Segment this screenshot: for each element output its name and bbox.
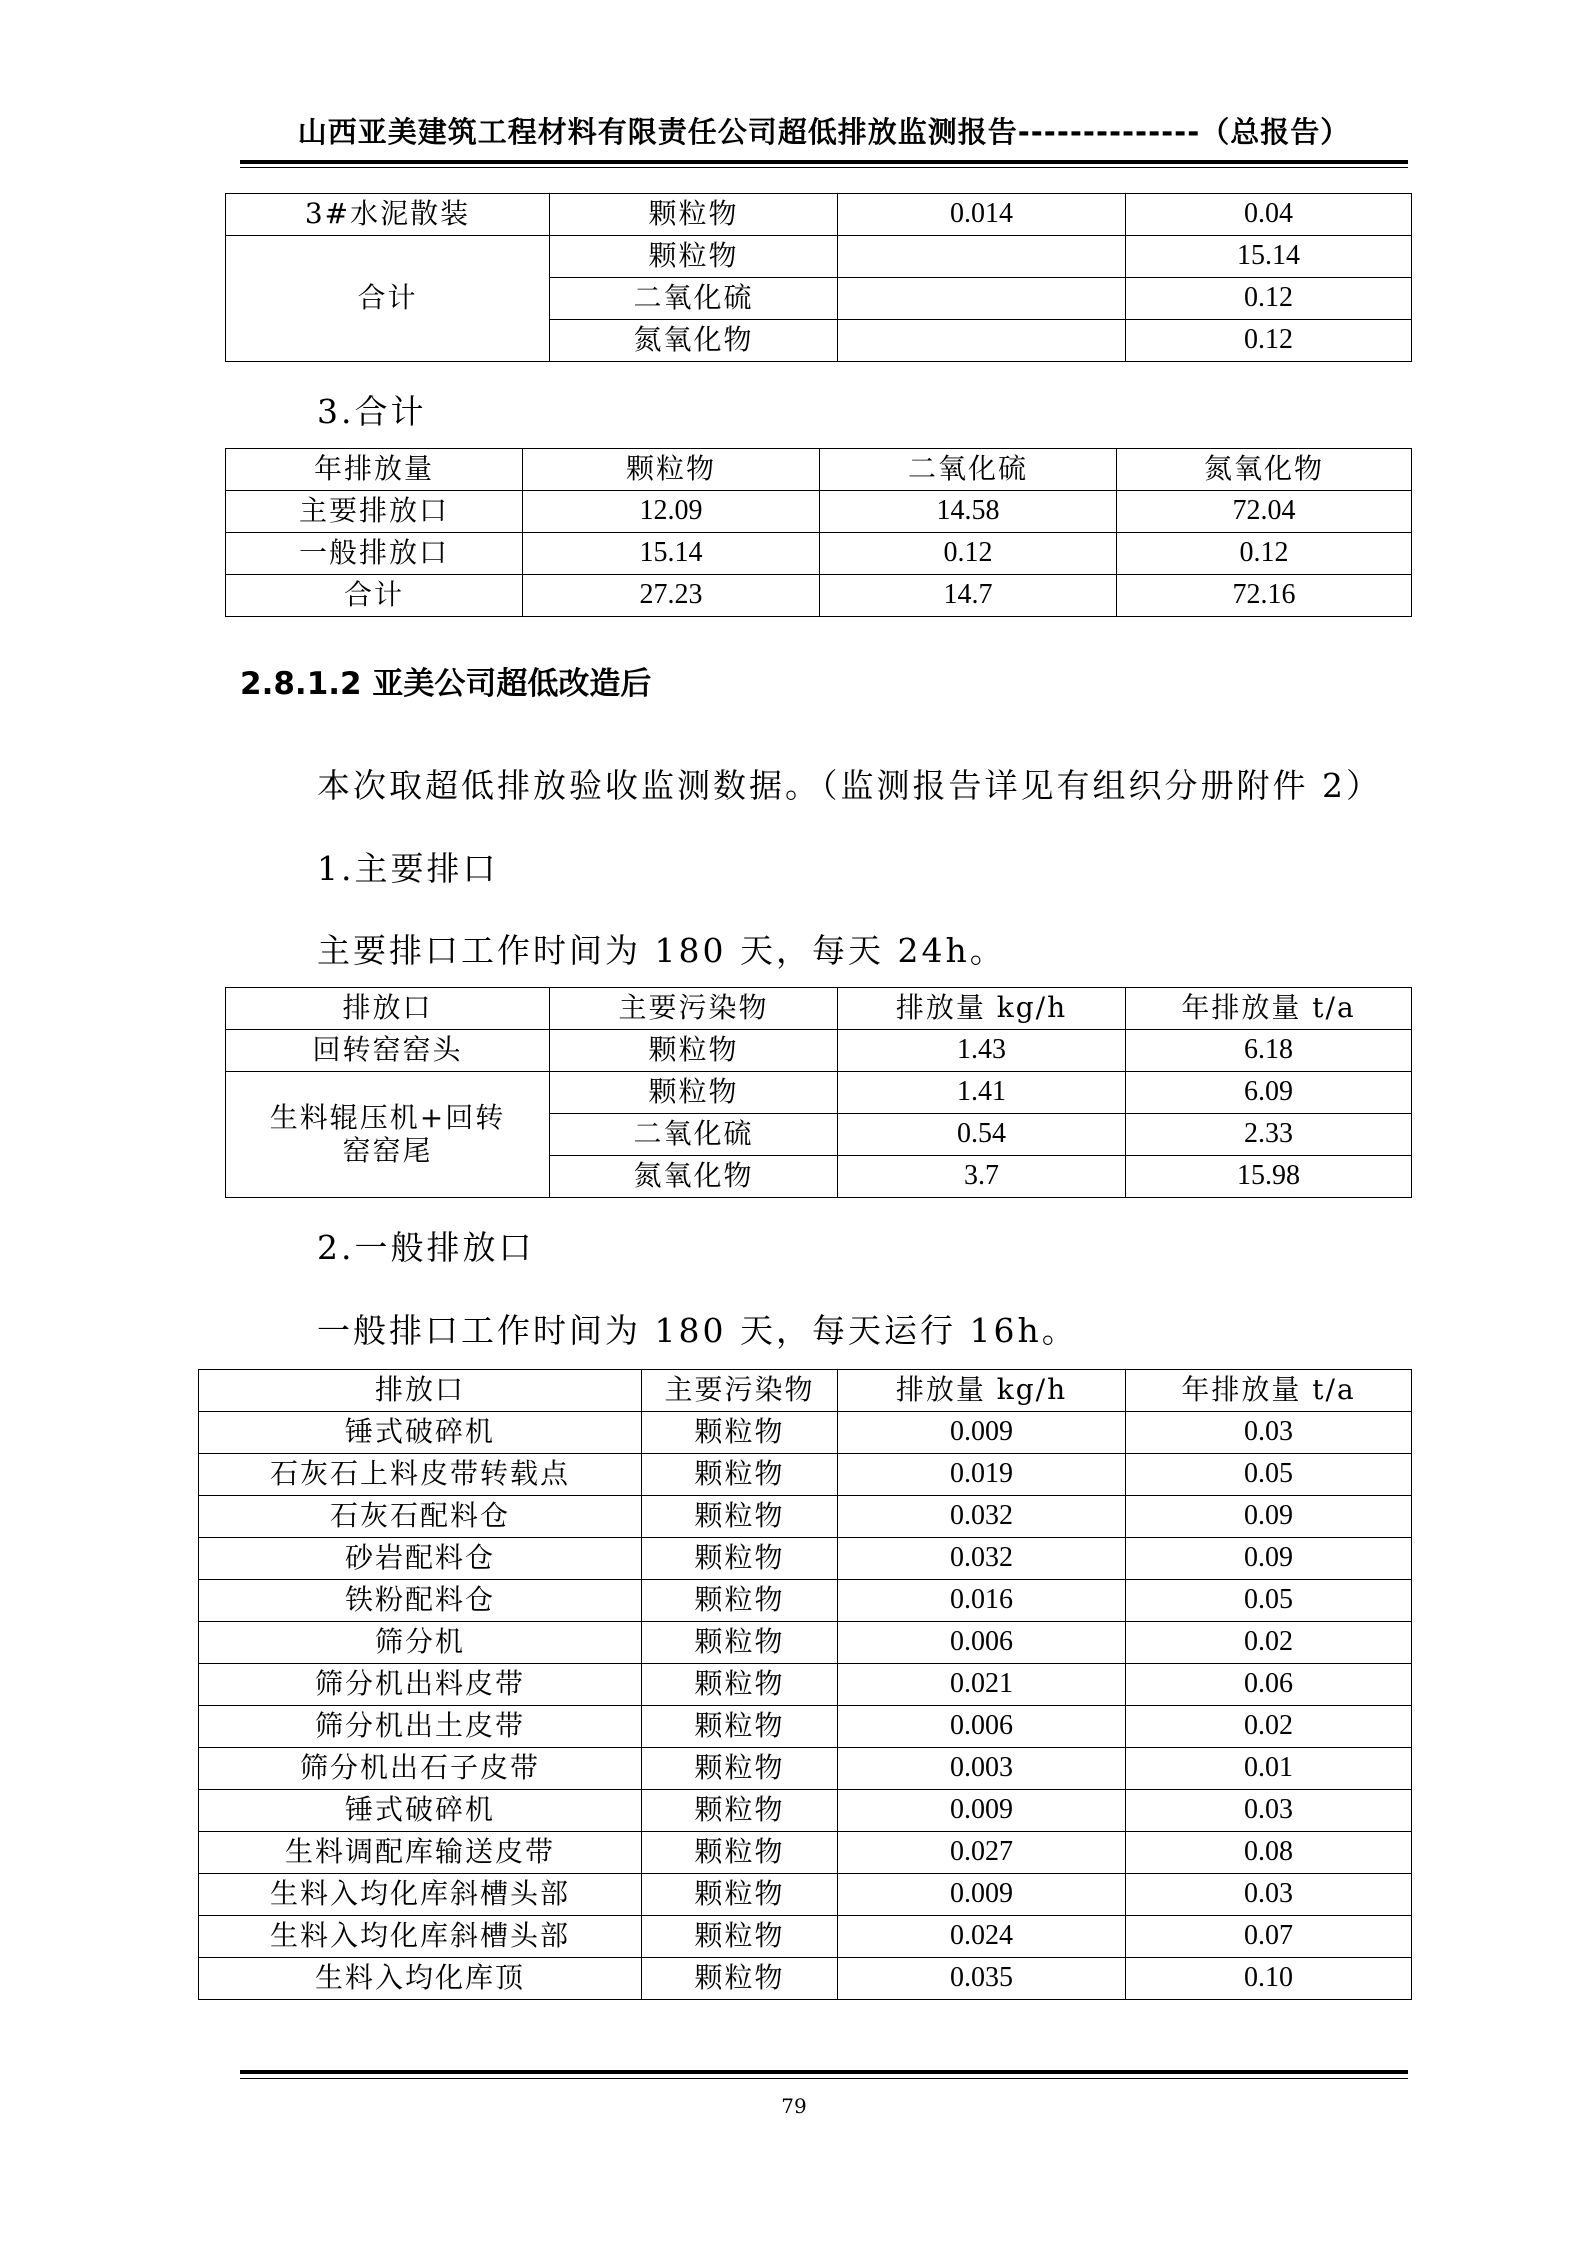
cell-outlet: 锤式破碎机 bbox=[199, 1412, 642, 1454]
header-cell: 氮氧化物 bbox=[1117, 449, 1412, 491]
cell-annual: 0.10 bbox=[1126, 1958, 1412, 2000]
header-cell: 颗粒物 bbox=[523, 449, 820, 491]
cell-outlet: 石灰石上料皮带转载点 bbox=[199, 1454, 642, 1496]
cell-pollutant: 颗粒物 bbox=[550, 236, 838, 278]
table-header-row bbox=[199, 1370, 1412, 1412]
cell-pollutant: 二氧化硫 bbox=[550, 1114, 838, 1156]
table-header-row bbox=[226, 449, 1412, 491]
table-header-row bbox=[226, 988, 1412, 1030]
header-cell: 排放量 kg/h bbox=[838, 1370, 1126, 1412]
cell-outlet: 3#水泥散装 bbox=[226, 194, 550, 236]
header-rule bbox=[240, 160, 1408, 164]
cell-outlet: 筛分机出料皮带 bbox=[199, 1664, 642, 1706]
cell-rate: 0.019 bbox=[838, 1454, 1126, 1496]
cell-rate: 0.032 bbox=[838, 1538, 1126, 1580]
table-row bbox=[226, 1030, 1412, 1072]
table-row bbox=[199, 1748, 1412, 1790]
cell-annual: 6.18 bbox=[1126, 1030, 1412, 1072]
cell-pollutant: 颗粒物 bbox=[642, 1664, 838, 1706]
cell-rate: 3.7 bbox=[838, 1156, 1126, 1198]
table-row bbox=[199, 1958, 1412, 2000]
cell-rate: 0.009 bbox=[838, 1874, 1126, 1916]
cell-outlet: 生料入均化库斜槽头部 bbox=[199, 1916, 642, 1958]
cell-value: 27.23 bbox=[523, 575, 820, 617]
cell-annual: 15.14 bbox=[1126, 236, 1412, 278]
cell-pollutant: 颗粒物 bbox=[642, 1832, 838, 1874]
table-row bbox=[199, 1832, 1412, 1874]
cell-rate: 0.006 bbox=[838, 1706, 1126, 1748]
header-cell: 排放口 bbox=[226, 988, 550, 1030]
table-row bbox=[199, 1874, 1412, 1916]
table-row bbox=[226, 1072, 1412, 1114]
cell-outlet: 石灰石配料仓 bbox=[199, 1496, 642, 1538]
cell-pollutant: 颗粒物 bbox=[642, 1538, 838, 1580]
cell-annual: 0.03 bbox=[1126, 1874, 1412, 1916]
para-general-time: 一般排口工作时间为 180 天，每天运行 16h。 bbox=[317, 1311, 1078, 1350]
cell-pollutant: 颗粒物 bbox=[642, 1790, 838, 1832]
cell-rate: 0.003 bbox=[838, 1748, 1126, 1790]
cell-value: 12.09 bbox=[523, 491, 820, 533]
cell-rate: 0.009 bbox=[838, 1790, 1126, 1832]
cell-pollutant: 氮氧化物 bbox=[550, 1156, 838, 1198]
cell-value: 14.7 bbox=[820, 575, 1117, 617]
header-cell: 年排放量 t/a bbox=[1126, 1370, 1412, 1412]
para-total-heading: 3.合计 bbox=[317, 392, 427, 431]
cell-annual: 0.09 bbox=[1126, 1496, 1412, 1538]
cell-outlet: 筛分机出石子皮带 bbox=[199, 1748, 642, 1790]
para-main-heading: 1.主要排口 bbox=[317, 849, 499, 888]
cell-annual: 0.02 bbox=[1126, 1706, 1412, 1748]
cell-rate: 0.014 bbox=[838, 194, 1126, 236]
cell-rate: 0.032 bbox=[838, 1496, 1126, 1538]
para-main-time: 主要排口工作时间为 180 天，每天 24h。 bbox=[317, 931, 1006, 970]
header-cell: 排放口 bbox=[199, 1370, 642, 1412]
cell-rate: 0.54 bbox=[838, 1114, 1126, 1156]
table-row bbox=[199, 1454, 1412, 1496]
cell-annual: 0.07 bbox=[1126, 1916, 1412, 1958]
table-row bbox=[226, 236, 1412, 278]
cell-pollutant: 颗粒物 bbox=[642, 1412, 838, 1454]
para-general-heading: 2.一般排放口 bbox=[317, 1228, 535, 1267]
cell-rate: 0.021 bbox=[838, 1664, 1126, 1706]
cell-outlet: 筛分机出土皮带 bbox=[199, 1706, 642, 1748]
cell-pollutant: 颗粒物 bbox=[642, 1622, 838, 1664]
table-totals bbox=[225, 448, 1412, 617]
table-row bbox=[199, 1790, 1412, 1832]
table-row bbox=[199, 1496, 1412, 1538]
cell-label: 主要排放口 bbox=[226, 491, 523, 533]
cell-pollutant: 颗粒物 bbox=[642, 1454, 838, 1496]
cell-label: 一般排放口 bbox=[226, 533, 523, 575]
table-general-outlets bbox=[198, 1369, 1412, 2000]
cell-label: 合计 bbox=[226, 575, 523, 617]
cell-rate: 1.41 bbox=[838, 1072, 1126, 1114]
cell-outlet: 筛分机 bbox=[199, 1622, 642, 1664]
cell-outlet: 生料入均化库顶 bbox=[199, 1958, 642, 2000]
footer-rule-thin bbox=[240, 2078, 1408, 2079]
table-continuation bbox=[225, 193, 1412, 362]
table-row bbox=[226, 533, 1412, 575]
cell-outlet: 锤式破碎机 bbox=[199, 1790, 642, 1832]
table-row bbox=[226, 575, 1412, 617]
cell-annual: 0.02 bbox=[1126, 1622, 1412, 1664]
cell-annual: 0.06 bbox=[1126, 1664, 1412, 1706]
cell-rate: 0.035 bbox=[838, 1958, 1126, 2000]
table-row bbox=[226, 491, 1412, 533]
cell-pollutant: 颗粒物 bbox=[550, 1030, 838, 1072]
cell-annual: 0.12 bbox=[1126, 320, 1412, 362]
cell-rate: 0.006 bbox=[838, 1622, 1126, 1664]
cell-annual: 15.98 bbox=[1126, 1156, 1412, 1198]
page-number: 79 bbox=[781, 2094, 807, 2118]
cell-outlet: 回转窑窑头 bbox=[226, 1030, 550, 1072]
table-main-outlets bbox=[225, 987, 1412, 1198]
cell-pollutant: 氮氧化物 bbox=[550, 320, 838, 362]
cell-annual: 2.33 bbox=[1126, 1114, 1412, 1156]
header-cell: 排放量 kg/h bbox=[838, 988, 1126, 1030]
cell-pollutant: 颗粒物 bbox=[642, 1958, 838, 2000]
cell-annual: 6.09 bbox=[1126, 1072, 1412, 1114]
header-cell: 二氧化硫 bbox=[820, 449, 1117, 491]
cell-outlet: 生料入均化库斜槽头部 bbox=[199, 1874, 642, 1916]
cell-pollutant: 颗粒物 bbox=[642, 1706, 838, 1748]
table-row bbox=[199, 1412, 1412, 1454]
cell-annual: 0.05 bbox=[1126, 1580, 1412, 1622]
cell-value: 72.16 bbox=[1117, 575, 1412, 617]
header-rule-thin bbox=[240, 167, 1408, 168]
cell-rate: 0.027 bbox=[838, 1832, 1126, 1874]
cell-total-label: 合计 bbox=[226, 236, 550, 362]
cell-pollutant: 颗粒物 bbox=[642, 1874, 838, 1916]
cell-value: 0.12 bbox=[820, 533, 1117, 575]
cell-pollutant: 颗粒物 bbox=[642, 1580, 838, 1622]
cell-rate bbox=[838, 236, 1126, 278]
cell-pollutant: 颗粒物 bbox=[642, 1916, 838, 1958]
cell-annual: 0.04 bbox=[1126, 194, 1412, 236]
cell-annual: 0.01 bbox=[1126, 1748, 1412, 1790]
cell-annual: 0.05 bbox=[1126, 1454, 1412, 1496]
header-cell: 主要污染物 bbox=[550, 988, 838, 1030]
header-cell: 主要污染物 bbox=[642, 1370, 838, 1412]
cell-outlet: 生料调配库输送皮带 bbox=[199, 1832, 642, 1874]
cell-rate: 1.43 bbox=[838, 1030, 1126, 1072]
table-row bbox=[199, 1580, 1412, 1622]
cell-value: 15.14 bbox=[523, 533, 820, 575]
cell-pollutant: 颗粒物 bbox=[550, 1072, 838, 1114]
cell-outlet-merged: 生料辊压机+回转窑窑尾 bbox=[226, 1072, 550, 1198]
cell-pollutant: 颗粒物 bbox=[642, 1496, 838, 1538]
cell-pollutant: 二氧化硫 bbox=[550, 278, 838, 320]
table-row bbox=[199, 1664, 1412, 1706]
cell-rate: 0.024 bbox=[838, 1916, 1126, 1958]
cell-annual: 0.03 bbox=[1126, 1412, 1412, 1454]
cell-rate: 0.009 bbox=[838, 1412, 1126, 1454]
header-cell: 年排放量 t/a bbox=[1126, 988, 1412, 1030]
cell-annual: 0.03 bbox=[1126, 1790, 1412, 1832]
cell-annual: 0.09 bbox=[1126, 1538, 1412, 1580]
header-cell: 年排放量 bbox=[226, 449, 523, 491]
cell-value: 14.58 bbox=[820, 491, 1117, 533]
cell-outlet: 砂岩配料仓 bbox=[199, 1538, 642, 1580]
cell-pollutant: 颗粒物 bbox=[550, 194, 838, 236]
table-row bbox=[199, 1916, 1412, 1958]
cell-rate bbox=[838, 320, 1126, 362]
cell-pollutant: 颗粒物 bbox=[642, 1748, 838, 1790]
cell-rate: 0.016 bbox=[838, 1580, 1126, 1622]
cell-rate bbox=[838, 278, 1126, 320]
table-row bbox=[226, 194, 1412, 236]
table-row bbox=[199, 1622, 1412, 1664]
footer-rule bbox=[240, 2070, 1408, 2074]
section-title: 2.8.1.2 亚美公司超低改造后 bbox=[240, 666, 652, 702]
cell-annual: 0.12 bbox=[1126, 278, 1412, 320]
cell-value: 72.04 bbox=[1117, 491, 1412, 533]
cell-outlet: 铁粉配料仓 bbox=[199, 1580, 642, 1622]
table-row bbox=[199, 1538, 1412, 1580]
page-header-title: 山西亚美建筑工程材料有限责任公司超低排放监测报告--------------（总报告） bbox=[297, 115, 1351, 149]
table-row bbox=[199, 1706, 1412, 1748]
cell-annual: 0.08 bbox=[1126, 1832, 1412, 1874]
para-intro: 本次取超低排放验收监测数据。（监测报告详见有组织分册附件 2） bbox=[317, 766, 1382, 805]
cell-value: 0.12 bbox=[1117, 533, 1412, 575]
